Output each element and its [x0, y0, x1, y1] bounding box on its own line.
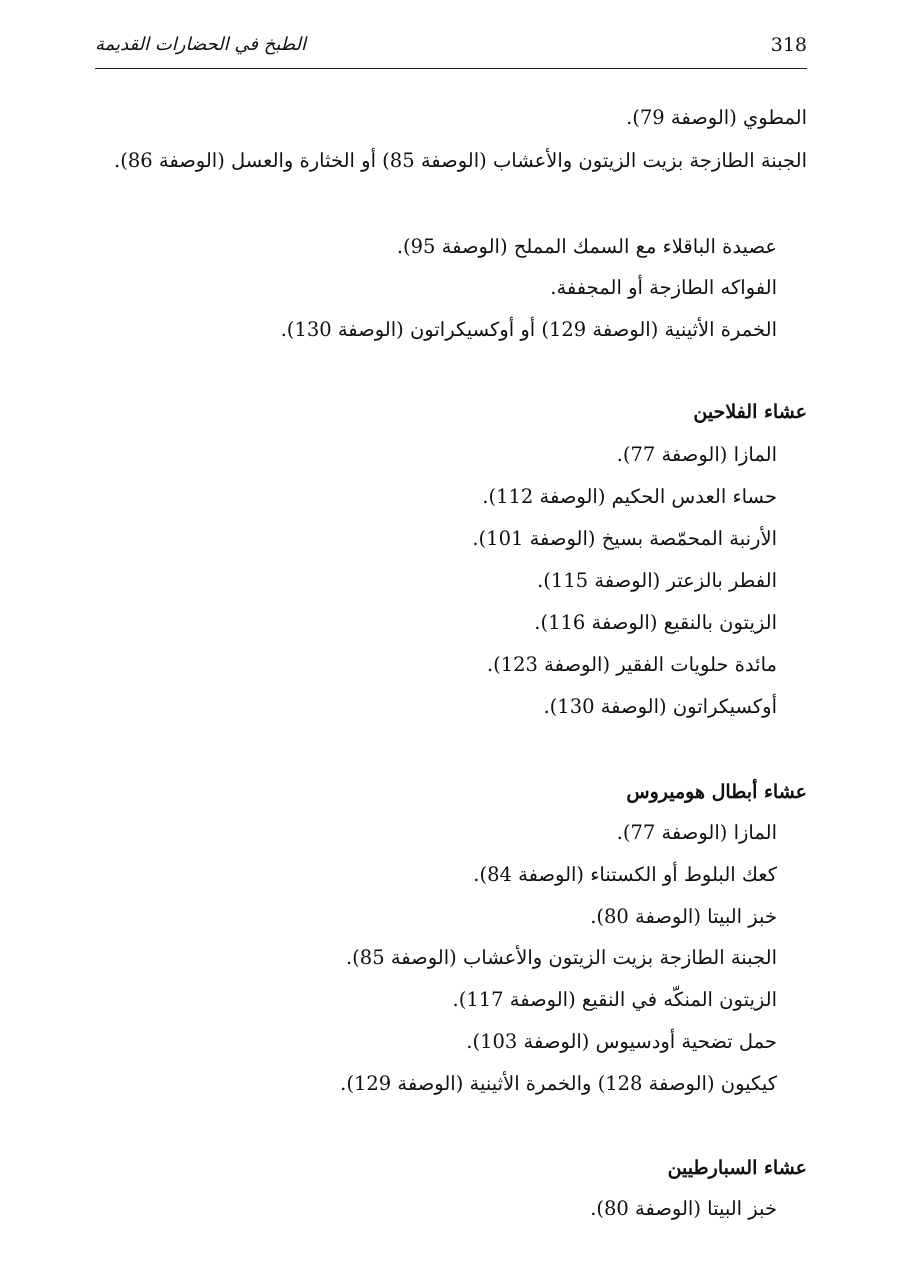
menu-item: الزيتون المنكّه في النقيع (الوصفة 117). — [452, 988, 777, 1011]
menu-item: الفواكه الطازجة أو المجففة. — [550, 276, 777, 299]
menu-item: المازا (الوصفة 77). — [616, 821, 777, 844]
menu-item: مائدة حلويات الفقير (الوصفة 123). — [486, 653, 777, 676]
menu-item: الأرنبة المحمّصة بسيخ (الوصفة 101). — [472, 527, 777, 550]
running-title: الطبخ في الحضارات القديمة — [95, 34, 307, 55]
menu-item: حمل تضحية أودسيوس (الوصفة 103). — [466, 1030, 777, 1053]
menu-item: المازا (الوصفة 77). — [616, 443, 777, 466]
section-heading: عشاء أبطال هوميروس — [626, 781, 807, 803]
menu-item: عصيدة الباقلاء مع السمك المملح (الوصفة 95). — [396, 235, 777, 258]
menu-item: خبز البيتا (الوصفة 80). — [590, 1197, 777, 1220]
paragraph: الجبنة الطازجة بزيت الزيتون والأعشاب (الوصفة 85) أو الخثارة والعسل (الوصفة 86). — [114, 149, 807, 172]
menu-item: خبز البيتا (الوصفة 80). — [590, 905, 777, 928]
menu-item: الفطر بالزعتر (الوصفة 115). — [537, 569, 777, 592]
text-line: المطوي (الوصفة 79). — [626, 106, 807, 129]
menu-item: حساء العدس الحكيم (الوصفة 112). — [482, 485, 777, 508]
running-header — [95, 28, 807, 69]
menu-item: أوكسيكراتون (الوصفة 130). — [543, 695, 777, 718]
menu-item: الزيتون بالنقيع (الوصفة 116). — [534, 611, 777, 634]
section-heading: عشاء السبارطيين — [667, 1157, 807, 1179]
menu-item: كعك البلوط أو الكستناء (الوصفة 84). — [473, 863, 777, 886]
menu-item: الخمرة الأثينية (الوصفة 129) أو أوكسيكراتون (الوصفة 130). — [280, 318, 777, 341]
section-heading: عشاء الفلاحين — [693, 401, 807, 423]
menu-item: كيكيون (الوصفة 128) والخمرة الأثينية (الوصفة 129). — [340, 1072, 777, 1095]
page-number: 318 — [770, 34, 807, 56]
menu-item: الجبنة الطازجة بزيت الزيتون والأعشاب (الوصفة 85). — [345, 946, 777, 969]
